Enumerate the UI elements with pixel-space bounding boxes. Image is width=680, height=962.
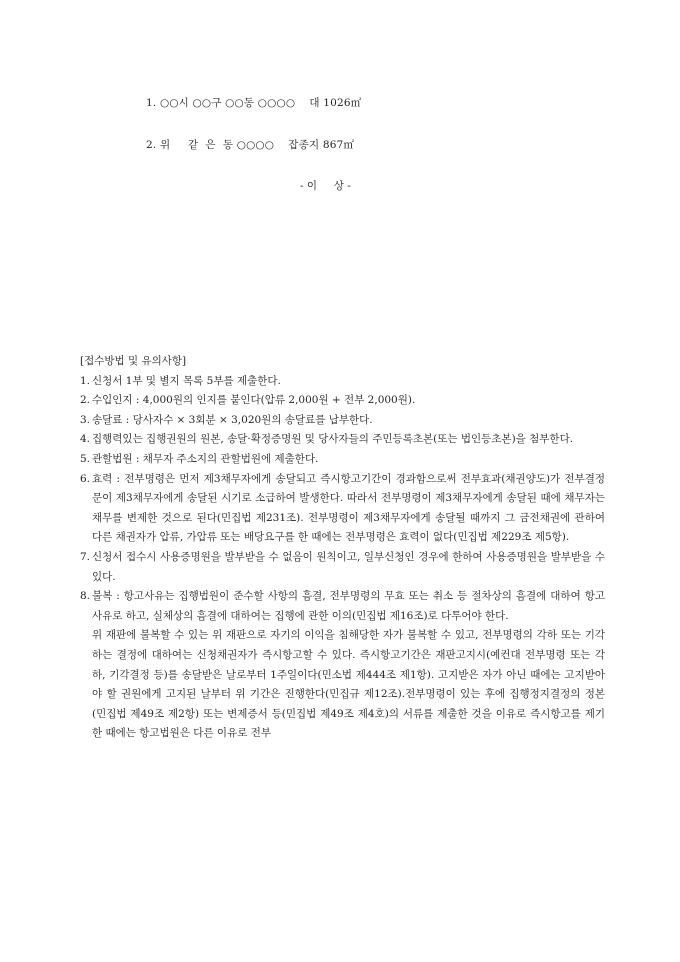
note-text: 효력 : 전부명령은 먼저 제3채무자에게 송달되고 즉시항고기간이 경과함으로써 전부효과(채권양도)가 전부결정문이 제3채무자에게 송달된 시기로 소급하여 발생한다. 따라서 전부명령이 제3채무자에게 송달된 때에 채무자는 채무를 변제한 것으로 된다(민집법 제231조). 전부명령이 제3채무자에게 송달될 때까지 그 금전채권에 관하여 다른 채권자가 압류, 가압류 또는 배당요구를 한 때에는 전부명령은 효력이 없다(민집법 제229조 제5항).	[92, 472, 605, 544]
note-number: 7.	[80, 550, 91, 563]
note-number: 1.	[80, 374, 91, 387]
note-number: 6.	[80, 472, 91, 485]
note-text: 불복 : 항고사유는 집행법원이 준수할 사항의 흠결, 전부명령의 무효 또는 취소 등 절차상의 흠결에 대하여 항고사유로 하고, 실체상의 흠결에 대하여는 집행에 관한 이의(민집법 제16조)로 다투어야 한다.	[92, 590, 605, 622]
note-number: 2.	[80, 394, 91, 407]
note-item	[80, 430, 605, 450]
note-text: 신청서 1부 및 별지 목록 5부를 제출한다.	[92, 374, 281, 387]
note-item	[80, 450, 605, 470]
note-number: 4.	[80, 433, 91, 446]
note-number: 5.	[80, 452, 91, 465]
note-text: 집행력있는 집행권원의 원본, 송달·확정증명원 및 당사자들의 주민등록초본(또는 법인등초본)을 첨부한다.	[92, 433, 574, 446]
note-item	[80, 470, 605, 548]
note-continuation: 위 재판에 불복할 수 있는 위 재판으로 자기의 이익을 침해당한 자가 불복할 수 있고, 전부명령의 각하 또는 기각하는 결정에 대하여는 신청채권자가 즉시항고할 수 있다. 즉시항고기간은 재판고지시(예컨대 전부명령 또는 각하, 기각결정 등)를 송달받은 날로부터 1주일이다(민소법 제444조 제1항). 고지받은 자가 아닌 때에는 고지받아야 할 권원에게 고지된 날부터 위 기간은 진행한다(민집규 제12조).전부명령이 있는 후에 집행정지결정의 정본(민집법 제49조 제2항) 또는 변제증서 등(민집법 제49조 제4호)의 서류를 제출한 것을 이유로 즉시항고를 제기한 때에는 항고법원은 다른 이유로 전부	[92, 629, 605, 740]
note-item	[80, 587, 605, 626]
note-item	[80, 548, 605, 587]
note-text: 신청서 접수시 사용증명원을 발부받을 수 없음이 원칙이고, 일부신청인 경우에 한하여 사용증명원을 발부받을 수 있다.	[92, 550, 605, 583]
note-text: 수입인지 : 4,000원의 인지를 붙인다(압류 2,000원 + 전부 2,000원).	[92, 394, 416, 407]
note-text: 관할법원 : 채무자 주소지의 관할법원에 제출한다.	[92, 452, 319, 465]
note-item	[80, 372, 605, 392]
note-item	[80, 411, 605, 431]
notes-section	[80, 352, 605, 744]
note-text: 송달료 : 당사자수 × 3회분 × 3,020원의 송달료를 납부한다.	[92, 413, 373, 426]
property-item-1: 1. ○○시 ○○구 ○○동 ○○○○ 대 1026㎡	[146, 97, 362, 109]
note-number: 8.	[80, 590, 91, 603]
notes-title: [접수방법 및 유의사항]	[80, 355, 187, 367]
note-number: 3.	[80, 413, 91, 426]
note-item	[80, 391, 605, 411]
end-marker: - 이 상 -	[300, 180, 351, 192]
property-item-2: 2. 위 같 은 동 ○○○○ 잡종지 867㎡	[146, 139, 355, 151]
